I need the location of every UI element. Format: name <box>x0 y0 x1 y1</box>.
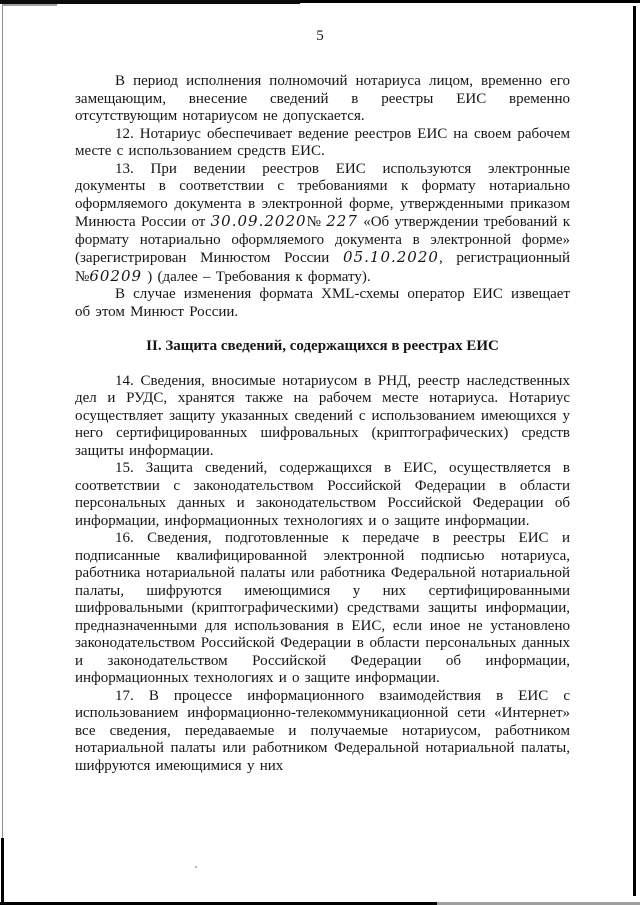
handwritten-text: 227 <box>326 212 358 230</box>
paragraph <box>75 530 570 688</box>
section-heading <box>75 338 570 356</box>
scan-edge-left <box>2 5 3 847</box>
paragraph <box>75 373 570 461</box>
scan-speck <box>195 866 197 868</box>
paragraph <box>75 460 570 530</box>
printed-text: 13. При ведении реестров ЕИС используются электронные документы в соответствии с требованиями к формату нотариально оформляемого документа в электронной форме, утвержденными приказом Минюста России от <box>75 160 570 230</box>
handwritten-text: 60209 <box>89 266 143 285</box>
printed-text: В случае изменения формата XML-схемы оператор ЕИС извещает об этом Минюст России. <box>75 286 570 320</box>
printed-text: 12. Нотариус обеспечивает ведение реестров ЕИС на своем рабочем месте с использованием средств ЕИС. <box>75 125 570 159</box>
paragraph <box>75 286 570 321</box>
printed-text: № <box>306 214 327 230</box>
printed-text: ) (далее – Требования к формату). <box>142 268 371 285</box>
printed-text: 16. Сведения, подготовленные к передаче в реестры ЕИС и подписанные квалифицированной электронной подписью нотариуса, работника нотариальной палаты или работника Федеральной нотариальной палаты, шифруются имеющимися у них сертифицированными шифровальными (криптографическими) средствами защиты информации, предназначенными для использования в ЕИС, если иное не установлено законодательством Российской Федерации в области персональных данных и законодательством Российской Федерации об информации, информационных технологиях и о защите информации. <box>75 530 570 686</box>
handwritten-text: 05.10.2020 <box>343 248 439 266</box>
printed-text: В период исполнения полномочий нотариуса лицом, временно его замещающим, внесение сведений в реестры ЕИС временно отсутствующим нотариусом не допускается. <box>75 73 570 124</box>
paragraph <box>75 161 570 287</box>
printed-text: II. Защита сведений, содержащихся в реестрах ЕИС <box>146 338 499 354</box>
page-number: 5 <box>316 28 324 44</box>
paragraph <box>75 688 570 776</box>
scan-edge-top-gray <box>2 4 57 6</box>
paragraph <box>75 126 570 161</box>
handwritten-text: 30.09.2020 <box>210 212 307 230</box>
scan-edge-right <box>633 6 636 896</box>
printed-text: 17. В процессе информационного взаимодействия в ЕИС с использованием информационно-телекоммуникационной сети «Интернет» все сведения, передаваемые и получаемые нотариусом, работником нотариальной палаты или работником Федеральной нотариальной палаты, шифруются имеющимися у них <box>75 687 570 774</box>
printed-text: «Об утверждении требований к формату нотариально оформляемого документа в электронной форме» (зарегистрирован Минюстом России <box>75 214 570 266</box>
printed-text: , регистрационный № <box>75 250 570 285</box>
printed-text: 15. Защита сведений, содержащихся в ЕИС, осуществляется в соответствии с законодательством Российской Федерации в области персональных данных и законодательством Российской Федерации об информации, информационных технологиях и о защите информации. <box>75 460 570 529</box>
printed-text: 14. Сведения, вносимые нотариусом в РНД, реестр наследственных дел и РУДС, хранятся также на рабочем месте нотариуса. Нотариус осуществляет защиту указанных сведений с использованием имеющихся у него сертифицированных шифровальных (криптографических) средств защиты информации. <box>75 372 570 459</box>
document-body <box>75 73 570 775</box>
scan-edge-left-bottom <box>1 838 4 905</box>
paragraph <box>75 73 570 126</box>
